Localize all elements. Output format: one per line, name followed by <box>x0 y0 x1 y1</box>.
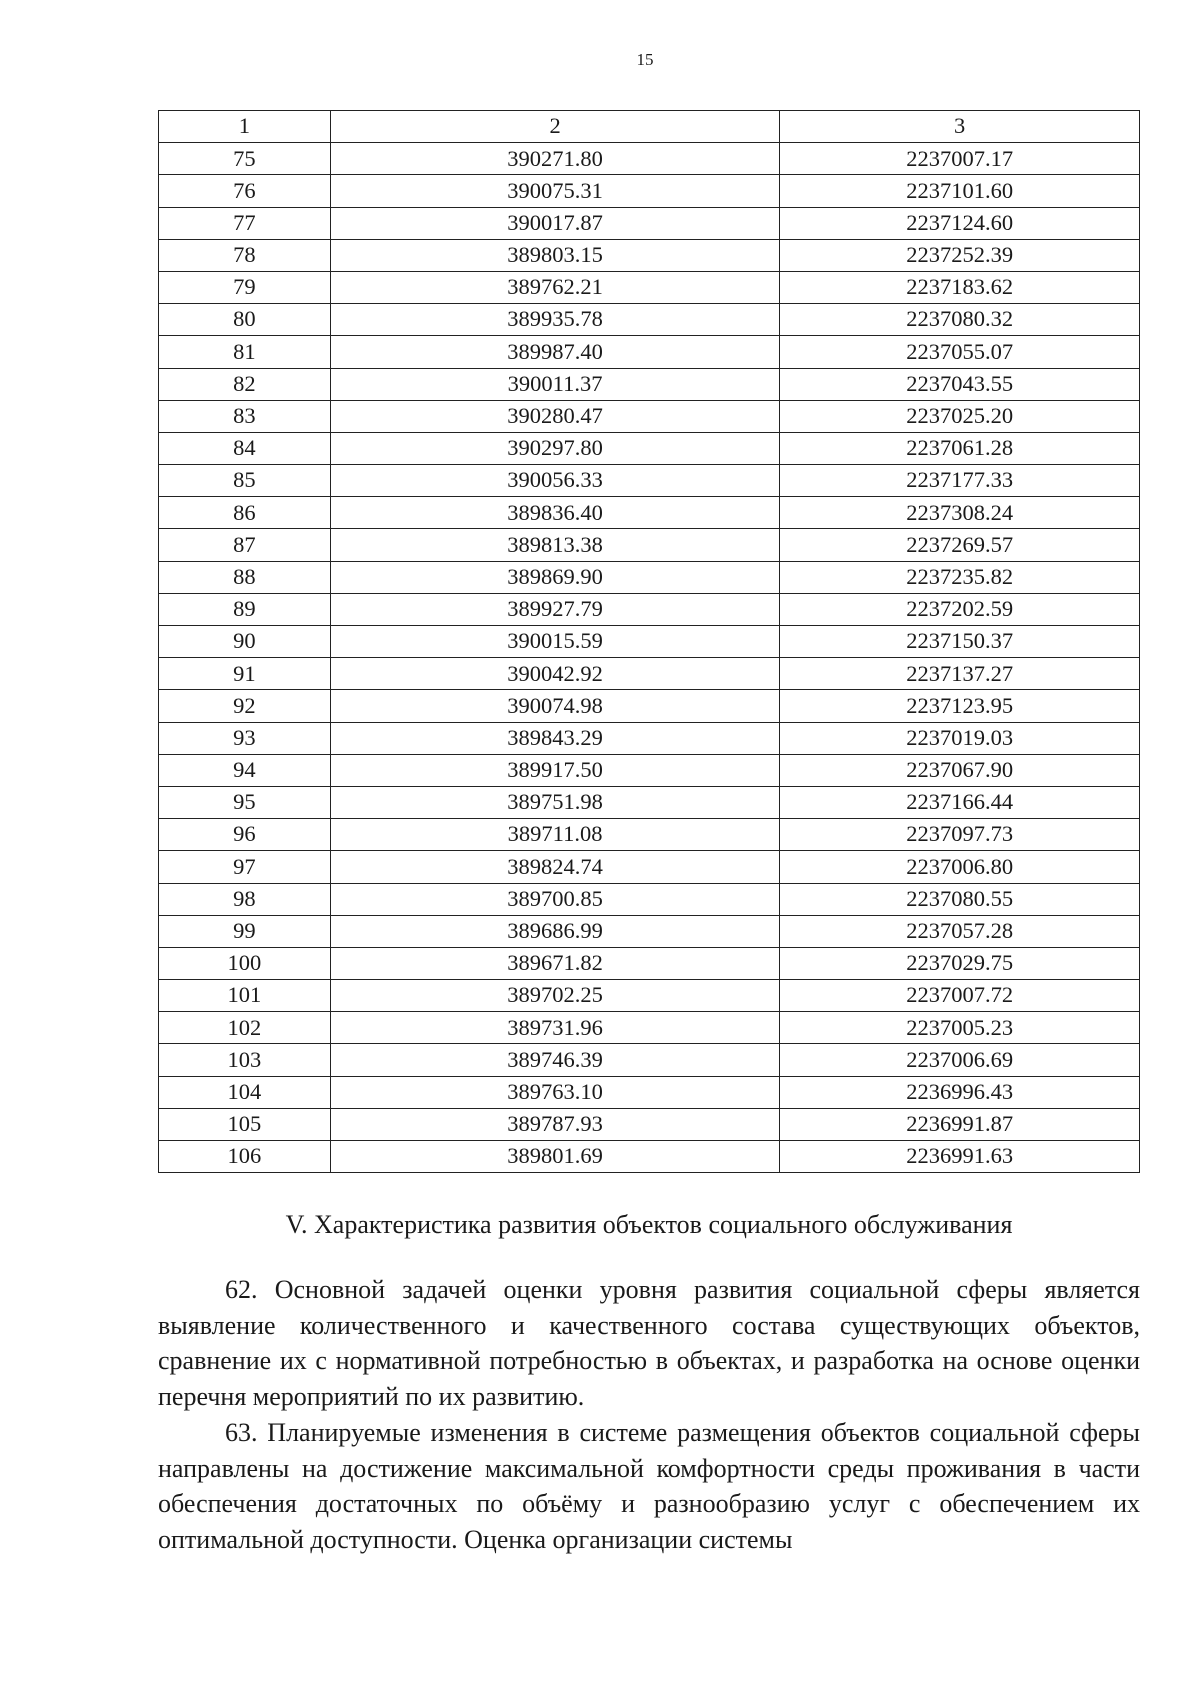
x-coordinate-cell: 390280.47 <box>330 400 780 432</box>
table-row <box>159 432 1140 464</box>
point-number-cell: 80 <box>159 304 331 336</box>
y-coordinate-cell: 2237308.24 <box>780 497 1140 529</box>
body-text <box>158 1272 1140 1558</box>
table-row <box>159 271 1140 303</box>
x-coordinate-cell: 389836.40 <box>330 497 780 529</box>
y-coordinate-cell: 2236996.43 <box>780 1076 1140 1108</box>
section-heading: V. Характеристика развития объектов социального обслуживания <box>285 1210 1013 1239</box>
point-number-cell: 89 <box>159 593 331 625</box>
table-row <box>159 368 1140 400</box>
x-coordinate-cell: 389700.85 <box>330 883 780 915</box>
table-row <box>159 722 1140 754</box>
table-row <box>159 1141 1140 1173</box>
point-number-cell: 93 <box>159 722 331 754</box>
y-coordinate-cell: 2237080.32 <box>780 304 1140 336</box>
x-coordinate-cell: 389824.74 <box>330 851 780 883</box>
y-coordinate-cell: 2237029.75 <box>780 947 1140 979</box>
x-coordinate-cell: 389801.69 <box>330 1141 780 1173</box>
table-row <box>159 497 1140 529</box>
y-coordinate-cell: 2237137.27 <box>780 658 1140 690</box>
header-cell-3: 3 <box>780 111 1140 143</box>
table-row <box>159 658 1140 690</box>
table-row <box>159 980 1140 1012</box>
point-number-cell: 101 <box>159 980 331 1012</box>
x-coordinate-cell: 389686.99 <box>330 915 780 947</box>
y-coordinate-cell: 2237202.59 <box>780 593 1140 625</box>
x-coordinate-cell: 389731.96 <box>330 1012 780 1044</box>
y-coordinate-cell: 2237067.90 <box>780 754 1140 786</box>
point-number-cell: 78 <box>159 239 331 271</box>
y-coordinate-cell: 2236991.87 <box>780 1108 1140 1140</box>
y-coordinate-cell: 2237177.33 <box>780 465 1140 497</box>
point-number-cell: 87 <box>159 529 331 561</box>
table-header-row <box>159 111 1140 143</box>
point-number-cell: 104 <box>159 1076 331 1108</box>
point-number-cell: 81 <box>159 336 331 368</box>
x-coordinate-cell: 389987.40 <box>330 336 780 368</box>
y-coordinate-cell: 2237055.07 <box>780 336 1140 368</box>
x-coordinate-cell: 390042.92 <box>330 658 780 690</box>
y-coordinate-cell: 2237057.28 <box>780 915 1140 947</box>
y-coordinate-cell: 2237005.23 <box>780 1012 1140 1044</box>
point-number-cell: 95 <box>159 786 331 818</box>
table-row <box>159 400 1140 432</box>
point-number-cell: 106 <box>159 1141 331 1173</box>
x-coordinate-cell: 390056.33 <box>330 465 780 497</box>
y-coordinate-cell: 2237061.28 <box>780 432 1140 464</box>
point-number-cell: 83 <box>159 400 331 432</box>
x-coordinate-cell: 390075.31 <box>330 175 780 207</box>
point-number-cell: 90 <box>159 626 331 658</box>
y-coordinate-cell: 2236991.63 <box>780 1141 1140 1173</box>
x-coordinate-cell: 390297.80 <box>330 432 780 464</box>
table-row <box>159 851 1140 883</box>
y-coordinate-cell: 2237101.60 <box>780 175 1140 207</box>
point-number-cell: 99 <box>159 915 331 947</box>
point-number-cell: 85 <box>159 465 331 497</box>
point-number-cell: 91 <box>159 658 331 690</box>
table-row <box>159 207 1140 239</box>
table-row <box>159 1076 1140 1108</box>
page-number: 15 <box>636 50 654 69</box>
point-number-cell: 92 <box>159 690 331 722</box>
table-row <box>159 304 1140 336</box>
coordinates-table <box>158 110 1140 1173</box>
x-coordinate-cell: 389927.79 <box>330 593 780 625</box>
point-number-cell: 84 <box>159 432 331 464</box>
paragraph-63: 63. Планируемые изменения в системе размещения объектов социальной сферы направлены на достижение максимальной комфортности среды проживания в части обеспечения достаточных по объёму и разнообразию услуг с обеспечением их оптимальной доступности. Оценка организации системы <box>158 1418 1140 1554</box>
header-cell-1: 1 <box>159 111 331 143</box>
table-row <box>159 819 1140 851</box>
y-coordinate-cell: 2237252.39 <box>780 239 1140 271</box>
y-coordinate-cell: 2237007.72 <box>780 980 1140 1012</box>
point-number-cell: 75 <box>159 143 331 175</box>
table-row <box>159 175 1140 207</box>
point-number-cell: 102 <box>159 1012 331 1044</box>
point-number-cell: 97 <box>159 851 331 883</box>
x-coordinate-cell: 389813.38 <box>330 529 780 561</box>
y-coordinate-cell: 2237080.55 <box>780 883 1140 915</box>
table-row <box>159 1012 1140 1044</box>
x-coordinate-cell: 389843.29 <box>330 722 780 754</box>
table-row <box>159 529 1140 561</box>
table-row <box>159 1108 1140 1140</box>
y-coordinate-cell: 2237043.55 <box>780 368 1140 400</box>
table-body <box>159 111 1140 1173</box>
paragraph-62: 62. Основной задачей оценки уровня развития социальной сферы является выявление количественного и качественного состава существующих объектов, сравнение их с нормативной потребностью в объектах, и разработка на основе оценки перечня мероприятий по их развитию. <box>158 1275 1140 1411</box>
point-number-cell: 88 <box>159 561 331 593</box>
x-coordinate-cell: 390017.87 <box>330 207 780 239</box>
point-number-cell: 94 <box>159 754 331 786</box>
table-row <box>159 465 1140 497</box>
table-row <box>159 786 1140 818</box>
x-coordinate-cell: 389711.08 <box>330 819 780 851</box>
y-coordinate-cell: 2237150.37 <box>780 626 1140 658</box>
y-coordinate-cell: 2237006.80 <box>780 851 1140 883</box>
point-number-cell: 103 <box>159 1044 331 1076</box>
x-coordinate-cell: 389751.98 <box>330 786 780 818</box>
x-coordinate-cell: 389746.39 <box>330 1044 780 1076</box>
point-number-cell: 105 <box>159 1108 331 1140</box>
y-coordinate-cell: 2237124.60 <box>780 207 1140 239</box>
table-row <box>159 593 1140 625</box>
table-row <box>159 239 1140 271</box>
point-number-cell: 82 <box>159 368 331 400</box>
point-number-cell: 76 <box>159 175 331 207</box>
point-number-cell: 98 <box>159 883 331 915</box>
point-number-cell: 79 <box>159 271 331 303</box>
y-coordinate-cell: 2237166.44 <box>780 786 1140 818</box>
x-coordinate-cell: 390074.98 <box>330 690 780 722</box>
y-coordinate-cell: 2237025.20 <box>780 400 1140 432</box>
x-coordinate-cell: 389803.15 <box>330 239 780 271</box>
y-coordinate-cell: 2237123.95 <box>780 690 1140 722</box>
x-coordinate-cell: 389787.93 <box>330 1108 780 1140</box>
point-number-cell: 100 <box>159 947 331 979</box>
point-number-cell: 77 <box>159 207 331 239</box>
y-coordinate-cell: 2237007.17 <box>780 143 1140 175</box>
x-coordinate-cell: 390011.37 <box>330 368 780 400</box>
x-coordinate-cell: 390015.59 <box>330 626 780 658</box>
x-coordinate-cell: 389935.78 <box>330 304 780 336</box>
table-row <box>159 754 1140 786</box>
point-number-cell: 96 <box>159 819 331 851</box>
point-number-cell: 86 <box>159 497 331 529</box>
table-row <box>159 626 1140 658</box>
table-row <box>159 690 1140 722</box>
x-coordinate-cell: 389702.25 <box>330 980 780 1012</box>
table-row <box>159 1044 1140 1076</box>
x-coordinate-cell: 389762.21 <box>330 271 780 303</box>
y-coordinate-cell: 2237019.03 <box>780 722 1140 754</box>
y-coordinate-cell: 2237235.82 <box>780 561 1140 593</box>
table-row <box>159 883 1140 915</box>
x-coordinate-cell: 389869.90 <box>330 561 780 593</box>
table-row <box>159 143 1140 175</box>
table-row <box>159 915 1140 947</box>
y-coordinate-cell: 2237183.62 <box>780 271 1140 303</box>
x-coordinate-cell: 389917.50 <box>330 754 780 786</box>
x-coordinate-cell: 389763.10 <box>330 1076 780 1108</box>
table-row <box>159 947 1140 979</box>
y-coordinate-cell: 2237269.57 <box>780 529 1140 561</box>
x-coordinate-cell: 389671.82 <box>330 947 780 979</box>
y-coordinate-cell: 2237006.69 <box>780 1044 1140 1076</box>
table-row <box>159 336 1140 368</box>
x-coordinate-cell: 390271.80 <box>330 143 780 175</box>
table-row <box>159 561 1140 593</box>
header-cell-2: 2 <box>330 111 780 143</box>
y-coordinate-cell: 2237097.73 <box>780 819 1140 851</box>
